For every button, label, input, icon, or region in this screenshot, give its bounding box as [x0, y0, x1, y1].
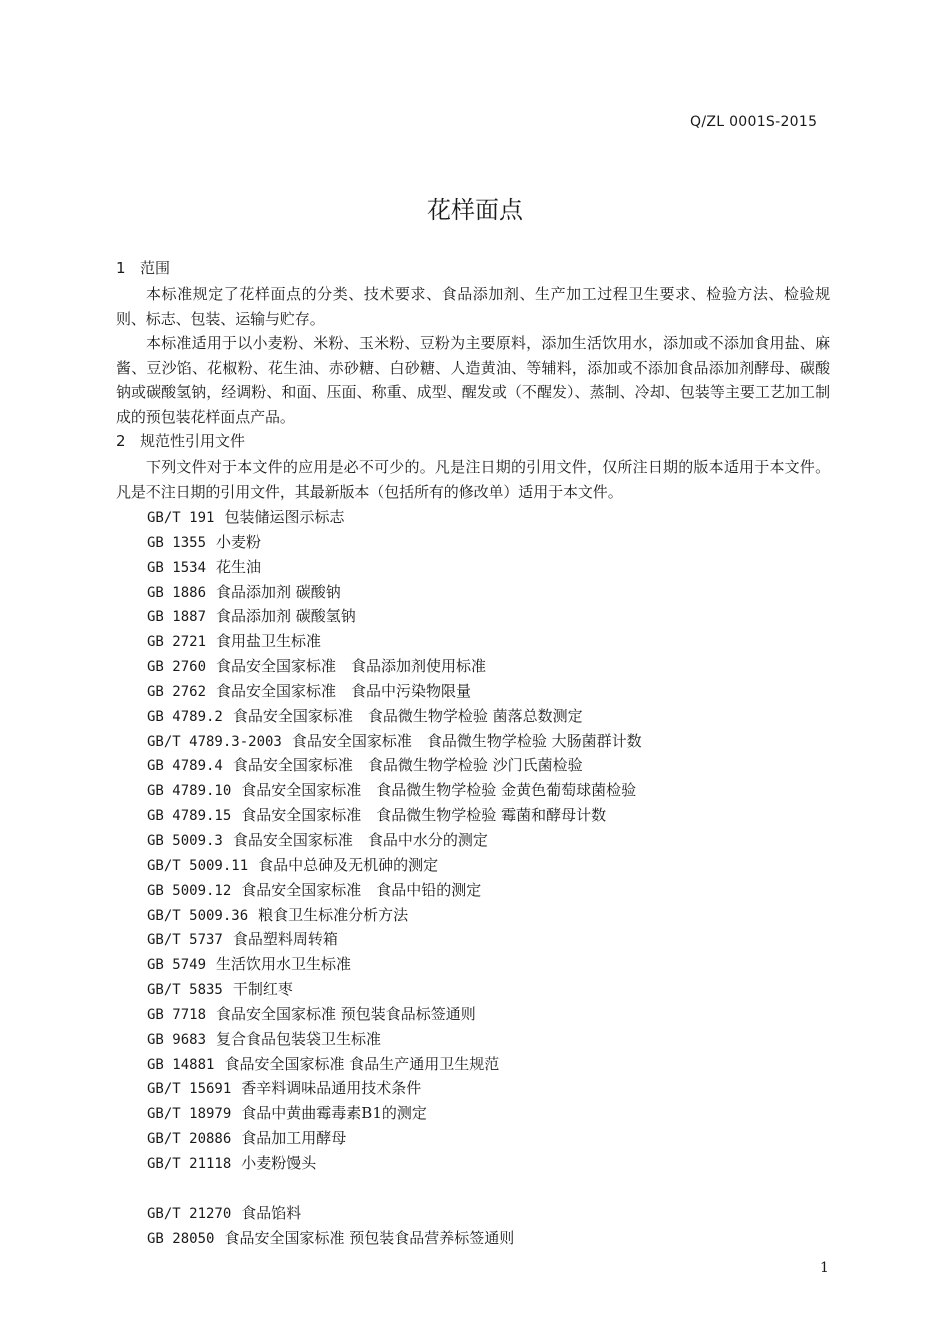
document-title: 花样面点 — [427, 196, 523, 224]
scope-paragraph-2: 本标准适用于以小麦粉、米粉、玉米粉、豆粉为主要原料，添加生活饮用水，添加或不添加食用盐、麻酱、豆沙馅、花椒粉、花生油、赤砂糖、白砂糖、人造黄油、等辅料，添加或不添加食品添加剂酵母、碳酸钠或碳酸氢钠，经调粉、和面、压面、称重、成型、醒发或（不醒发）、蒸制、冷却、包装等主要工艺加工制成的预包装花样面点产品。 — [116, 334, 830, 426]
reference-item — [147, 679, 642, 704]
reference-code: GB/T 15691 — [147, 1081, 232, 1098]
reference-item — [147, 1052, 642, 1077]
reference-item — [147, 753, 642, 778]
reference-name: 食品安全国家标准 食品微生物学检验 霉菌和酵母计数 — [241, 806, 607, 825]
reference-name: 食品中总砷及无机砷的测定 — [258, 855, 439, 874]
reference-code: GB/T 21270 — [147, 1205, 232, 1222]
reference-name: 粮食卫生标准分析方法 — [258, 905, 409, 924]
reference-item — [147, 778, 642, 803]
reference-item — [147, 1002, 642, 1027]
page-number: 1 — [820, 1260, 829, 1276]
reference-item — [147, 803, 642, 828]
reference-item — [147, 654, 642, 679]
reference-code: GB 4789.15 — [147, 808, 232, 825]
reference-item — [147, 1151, 642, 1176]
normative-references-list — [147, 505, 642, 1250]
reference-item — [147, 629, 642, 654]
reference-item — [147, 977, 642, 1002]
reference-code: GB/T 18979 — [147, 1106, 232, 1123]
reference-item — [147, 853, 642, 878]
reference-item — [147, 580, 642, 605]
reference-name: 食品安全国家标准 食品微生物学检验 金黄色葡萄球菌检验 — [241, 781, 637, 800]
reference-code: GB 14881 — [147, 1056, 215, 1073]
reference-code: GB 28050 — [147, 1230, 215, 1247]
reference-code: GB 2760 — [147, 659, 207, 676]
reference-item — [147, 952, 642, 977]
reference-name: 食用盐卫生标准 — [216, 632, 322, 651]
reference-name: 食品安全国家标准 食品微生物学检验 沙门氏菌检验 — [232, 756, 583, 775]
reference-name: 复合食品包装袋卫生标准 — [216, 1029, 382, 1048]
reference-item — [147, 927, 642, 952]
reference-name: 食品安全国家标准 食品中水分的测定 — [232, 830, 488, 849]
reference-code: GB 1886 — [147, 584, 207, 601]
reference-item — [147, 1076, 642, 1101]
reference-name: 食品安全国家标准 食品中铅的测定 — [241, 880, 482, 899]
reference-code: GB/T 21118 — [147, 1155, 232, 1172]
reference-item — [147, 878, 642, 903]
reference-name: 花生油 — [216, 557, 262, 576]
reference-code: GB/T 5737 — [147, 932, 223, 949]
reference-name: 包装储运图示标志 — [224, 508, 345, 526]
reference-code: GB 2721 — [147, 634, 207, 651]
section-2-title: 规范性引用文件 — [140, 432, 246, 450]
reference-name: 食品加工用酵母 — [241, 1129, 347, 1148]
scope-paragraph-1: 本标准规定了花样面点的分类、技术要求、食品添加剂、生产加工过程卫生要求、检验方法、检验规则、标志、包装、运输与贮存。 — [116, 285, 830, 328]
document-code: Q/ZL 0001S-2015 — [690, 114, 818, 130]
reference-item — [147, 1226, 642, 1251]
reference-name: 食品添加剂 碳酸氢钠 — [216, 607, 356, 626]
reference-name: 食品安全国家标准 食品中污染物限量 — [216, 681, 472, 700]
reference-code: GB 7718 — [147, 1006, 207, 1023]
reference-code: GB/T 5009.11 — [147, 857, 249, 874]
section-2-number: 2 — [116, 432, 126, 450]
reference-code: GB 1534 — [147, 559, 207, 576]
section-1-number: 1 — [116, 259, 126, 277]
reference-item — [147, 828, 642, 853]
reference-code: GB 4789.10 — [147, 783, 232, 800]
reference-name: 食品安全国家标准 预包装食品营养标签通则 — [224, 1228, 515, 1247]
references-intro-paragraph: 下列文件对于本文件的应用是必不可少的。凡是注日期的引用文件，仅所注日期的版本适用于本文件。凡是不注日期的引用文件，其最新版本（包括所有的修改单）适用于本文件。 — [116, 458, 830, 501]
reference-item — [147, 1101, 642, 1126]
reference-item — [147, 903, 642, 928]
reference-item — [147, 555, 642, 580]
reference-code: GB 1887 — [147, 609, 207, 626]
reference-name: 食品安全国家标准 食品生产通用卫生规范 — [224, 1054, 500, 1073]
reference-code: GB 5009.3 — [147, 832, 223, 849]
reference-code: GB/T 4789.3-2003 — [147, 733, 282, 750]
reference-name: 干制红枣 — [232, 980, 293, 999]
reference-name: 小麦粉馒头 — [241, 1153, 317, 1172]
reference-item — [147, 1126, 642, 1151]
reference-code: GB/T 20886 — [147, 1131, 232, 1148]
reference-name: 食品塑料周转箱 — [232, 930, 338, 949]
reference-code: GB 5009.12 — [147, 882, 232, 899]
reference-item — [147, 1027, 642, 1052]
reference-code: GB/T 191 — [147, 510, 215, 526]
reference-code: GB 5749 — [147, 957, 207, 974]
reference-item — [147, 530, 642, 555]
reference-code: GB/T 5835 — [147, 982, 223, 999]
reference-code: GB 9683 — [147, 1031, 207, 1048]
reference-name: 食品安全国家标准 食品添加剂使用标准 — [216, 657, 487, 676]
reference-code: GB 4789.2 — [147, 708, 223, 725]
reference-code: GB 4789.4 — [147, 758, 223, 775]
section-2-heading — [116, 431, 245, 451]
reference-name: 食品中黄曲霉毒素B1的测定 — [241, 1104, 427, 1123]
section-1-heading — [116, 258, 170, 278]
reference-item — [147, 729, 642, 754]
reference-name: 食品安全国家标准 预包装食品标签通则 — [216, 1004, 476, 1023]
reference-name: 食品安全国家标准 食品微生物学检验 菌落总数测定 — [232, 706, 583, 725]
reference-item — [147, 704, 642, 729]
reference-item — [147, 505, 642, 530]
reference-name: 香辛料调味品通用技术条件 — [241, 1079, 422, 1098]
reference-item — [147, 1201, 642, 1226]
reference-name: 食品添加剂 碳酸钠 — [216, 582, 341, 601]
reference-code: GB/T 5009.36 — [147, 907, 249, 924]
reference-name: 食品馅料 — [241, 1203, 302, 1222]
reference-code: GB 2762 — [147, 683, 207, 700]
reference-code: GB 1355 — [147, 534, 207, 551]
reference-name: 食品安全国家标准 食品微生物学检验 大肠菌群计数 — [291, 731, 642, 750]
section-1-title: 范围 — [140, 259, 171, 277]
reference-name: 小麦粉 — [216, 532, 262, 551]
reference-item — [147, 604, 642, 629]
reference-name: 生活饮用水卫生标准 — [216, 955, 352, 974]
